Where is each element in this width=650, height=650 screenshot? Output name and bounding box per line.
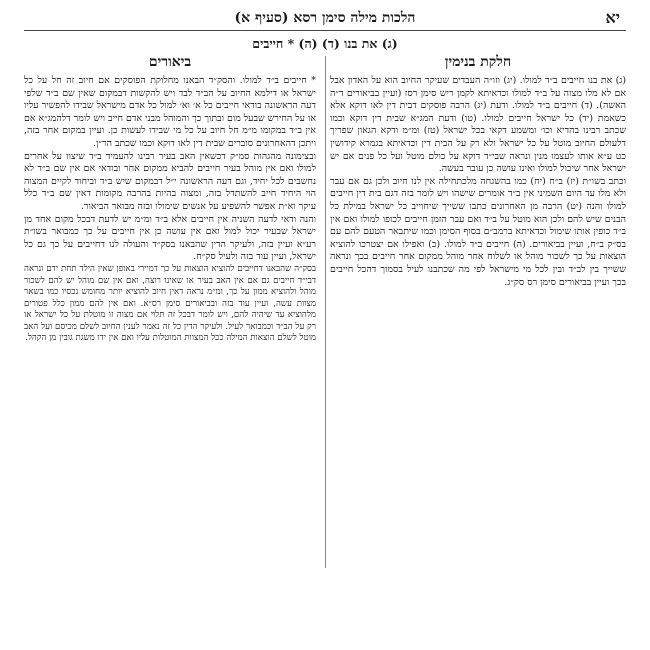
commentary-paragraph: * חייבים ב״ד למולו. והסק״ד הבאנו מחלוקת הפוסקים אם חיוב זה חל על כל ישראל או דילמא החיוב על הב״ד לבד ויש להקשות דבמקום שאין שם ב״ד שלפי דעה הראשונה בודאי חייבים כל א׳ וא׳ למול כל אדם מישראל שבידו להפשיר עליו או על החירש שבעל מום ובתוך כך והמוהל מבני אדם חייב ויש לומר דלהמג״א אם אין ב״ד במקומו מ״מ חל חיוב על כל מי שבידו לעשות כן. ועיין במקום אחר בזה, ויתכן דהאחרונים סוברים שבית דין לאו דוקא וכמו שכתב הר״ן. <box>24 75 316 149</box>
commentary-column-biurim <box>24 54 316 566</box>
commentary-paragraph: ובצימונה מהגהות סמ״ק דכשאין האב בעיר רבינו להעמיד ב״ד שיצוו על אחרים למולו ואם אין מוהל בעיר חייבים להביא ממקום אחר ובודאי אם אין שם ב״ד לא נחשבים לכל יחיד, וגם דעה הראשונה י״ל דבמקום שיש ב״ד וביחוד לקיים המצוה הוי היחיד חייב להשתדל בזה, ומצוה בהיות בהרבה מקומות דאין שם ב״ד כלל עיקר וא״ת אפשר להשפיע על אנשים שימולו ובזה מבואר הביאור. <box>24 150 316 212</box>
commentary-column-chelkat-binyamin <box>330 54 626 566</box>
section-title: (ג) את בנו (ד) (ה) * חייבים <box>252 36 398 51</box>
page-number: יא <box>605 8 620 27</box>
running-title: הלכות מילה סימן רסא (סעיף א) <box>234 10 416 26</box>
column-divider <box>325 56 326 568</box>
commentary-continuation: בסק״ה שהבאנו דחייבים להוציא הוצאות על כך דמיירי באופן שאין הילד תחת ידם ונראה דבי״ד חייבים גם אם אין האב בעיר או שאינו רוצה, ואם אין שם מוהל יש להם לשכור מוהל ולהוציא ממון על כך, ומ״מ נראה דאין חיוב להוציא יותר מחומש נכסיו כמו בשאר מצוות עשה, ועיין עוד בזה ובביאורים סימן רס״א. ואם אין להם ממון כלל פטורים מלהוציא עד שיהיה להם, ויש לומר דבכל זה תלוי אם מצוה זו מוטלת על כל ישראל או רק על הב״ד וכמבואר לעיל. ולעיקר הדין כל זה נאמר לענין החיוב לשלם מכיסם ועל האב מוטל לשלם הוצאות המילה ככל המצוות המוטלות עליו ואם אין ידו משגת גובין מן הקהל. <box>24 263 316 344</box>
commentary-paragraph: (ג) את בנו חייבים ב״ד למולו. (יג) וזו״ה העבדים שעיקר החיוב הוא על האדון אבל אם לא מלו מצוה על ב״ד למולו וכדאיתא לקמן ריש סימן רסז (ועיין בביאורים ד״ה האשה). (ד) חייבים ב״ד למולו. ודעת (יג) הרבה פוסקים דבית דין לאו דוקא אלא כשאמת (יד) כל ישראל חייבים למולו. (טו) ודעת המג״א שבית דין דוקא וכמו שכתב רבינו בהדיא וכו׳ ומשמע דקאי בכל ישראל (טז) ומ״מ ודקא הגאון שפריך דלעולם החיוב מוטל על כל ישראל ולא רק על הבית דין וכדאיתא בגמרא קידושין כט ע״א אותו לעצמו מנין ונראה שבי״ד דוקא על כולם מוטל ועל כל פנים אם יש ישראל אחר שיכול למולו ואינו עושה כן עובר בעשה. <box>330 75 626 175</box>
column-title-biurim: ביאורים <box>148 54 192 70</box>
running-header <box>24 8 626 31</box>
commentary-paragraph: וכתב בשו״ת (יז) ב״ח (יח) כמו בהשגחה מלכתחילה אין לנו חיוב ולכן גם אם עבר ולא מלו עד היום השמיני אין ב״ד אומרים שישהו ויש לומר בזה דגם בית דין חייבים למולו והנה (יט) הרבה מן האחרונים כתבו ששייך שיחוייב כל ישראל במילת כל הבנים שיש להם ולכן הוא מוטל על ב״ד ואם עבר הזמן חייבים לכופו למולו ואם אין ב״ד כופין אותו שימול וכדאיתא ברמב״ם בסוף הסימן וכמו שיתבאר הטעם להם עם בס״ק ב״ח, ועיין בביאורים. (ה) חייבים ב״ד למולו. (כ) ואפילו אם יצטרכו להוציא הוצאות על כך לשכור מוהל או לשלוח אחר מוהל ממקום אחר חייבים בכך ונראה ששייך בין לב״ד ובין לכל מי מישראל לפי מה שכתבנו לעיל בסמוך דהכל חייבים בכך ועיין בביאורים סימן רס סק״ג. <box>330 175 626 288</box>
column-title-chelkat-binyamin: חלקת בנימין <box>444 54 512 70</box>
commentary-paragraph: והנה ודאי לדעה השניה אין חייבים אלא ב״ד ומ״מ יש לדעת דבכל מקום אחד מן ישראל שבעיר יכול למול ואם אין עושה כן אין חייבים על כך כמבואר בשו״ת רע״א ועיין בזה, ולעיקר הדין שהבאנו בסק״ד והעולה לנו דחייבים על כך גם כל ישראל, ועיין עוד בזה ולעיל סק״ח. <box>24 213 316 263</box>
